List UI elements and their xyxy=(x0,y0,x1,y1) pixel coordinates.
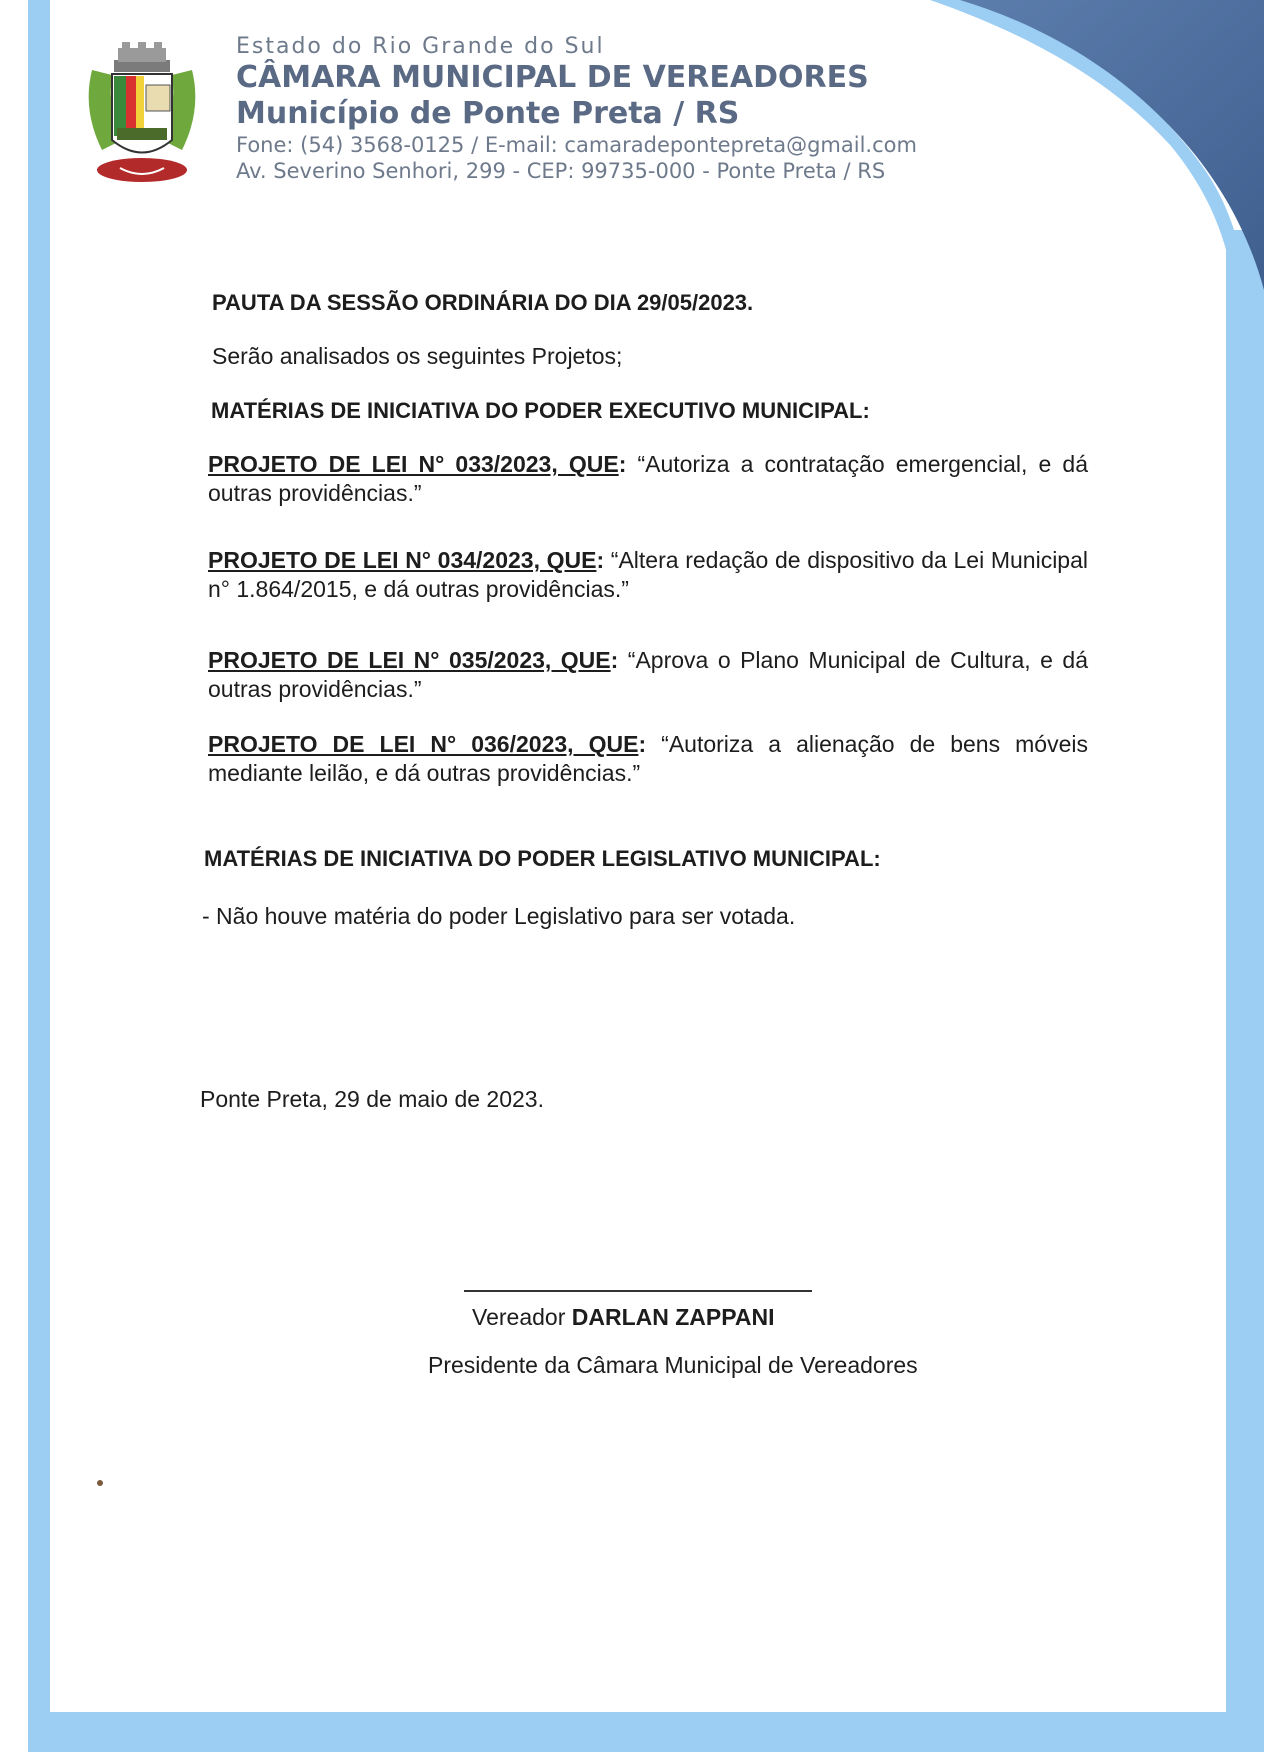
chamber-name: CÂMARA MUNICIPAL DE VEREADORES xyxy=(236,60,869,95)
contact-line: Fone: (54) 3568-0125 / E-mail: camaradepontepreta@gmail.com xyxy=(236,133,917,157)
project-item: PROJETO DE LEI N° 035/2023, QUE: “Aprova o Plano Municipal de Cultura, e dá outras providências.” xyxy=(208,647,1088,702)
project-label: PROJETO DE LEI N° 033/2023, QUE xyxy=(208,451,619,477)
project-label: PROJETO DE LEI N° 034/2023, QUE xyxy=(208,547,597,573)
project-item: PROJETO DE LEI N° 036/2023, QUE: “Autoriza a alienação de bens móveis mediante leilão, e dá outras providências.” xyxy=(208,731,1088,786)
letterhead xyxy=(236,34,917,184)
signatory-name-bold: DARLAN ZAPPANI xyxy=(571,1304,775,1330)
signatory-name xyxy=(472,1304,774,1331)
project-description: “Aprova o Plano Municipal de Cultura, e dá outras providências.” xyxy=(208,647,1088,702)
project-description: “Autoriza a alienação de bens móveis mediante leilão, e dá outras providências.” xyxy=(208,731,1088,786)
project-description: “Autoriza a contratação emergencial, e dá outras providências.” xyxy=(208,451,1089,506)
project-item: PROJETO DE LEI N° 033/2023, QUE: “Autoriza a contratação emergencial, e dá outras providências.” xyxy=(208,451,1089,506)
municipal-coat-of-arms-logo xyxy=(62,30,222,190)
legislative-section-heading: MATÉRIAS DE INICIATIVA DO PODER LEGISLATIVO MUNICIPAL: xyxy=(204,846,881,871)
project-label: PROJETO DE LEI N° 036/2023, QUE xyxy=(208,731,639,757)
signatory-role: Presidente da Câmara Municipal de Vereadores xyxy=(428,1352,918,1378)
intro-text: Serão analisados os seguintes Projetos; xyxy=(212,343,623,369)
signature-line xyxy=(464,1290,812,1292)
municipality-name: Município de Ponte Preta / RS xyxy=(236,96,740,131)
address-line: Av. Severino Senhori, 299 - CEP: 99735-000 - Ponte Preta / RS xyxy=(236,159,886,183)
state-name: Estado do Rio Grande do Sul xyxy=(236,34,605,59)
project-label: PROJETO DE LEI N° 035/2023, QUE xyxy=(208,647,611,673)
project-item: PROJETO DE LEI N° 034/2023, QUE: “Altera redação de dispositivo da Lei Municipal n° 1.864/2015, e dá outras providências.” xyxy=(208,547,1088,602)
dateline: Ponte Preta, 29 de maio de 2023. xyxy=(200,1086,544,1112)
document-title: PAUTA DA SESSÃO ORDINÁRIA DO DIA 29/05/2023. xyxy=(212,290,754,315)
project-description: “Altera redação de dispositivo da Lei Municipal n° 1.864/2015, e dá outras providências.” xyxy=(208,547,1088,602)
executive-section-heading: MATÉRIAS DE INICIATIVA DO PODER EXECUTIVO MUNICIPAL: xyxy=(211,398,870,423)
legislative-none-note: - Não houve matéria do poder Legislativo para ser votada. xyxy=(202,903,796,929)
signatory-title: Vereador xyxy=(472,1304,572,1330)
